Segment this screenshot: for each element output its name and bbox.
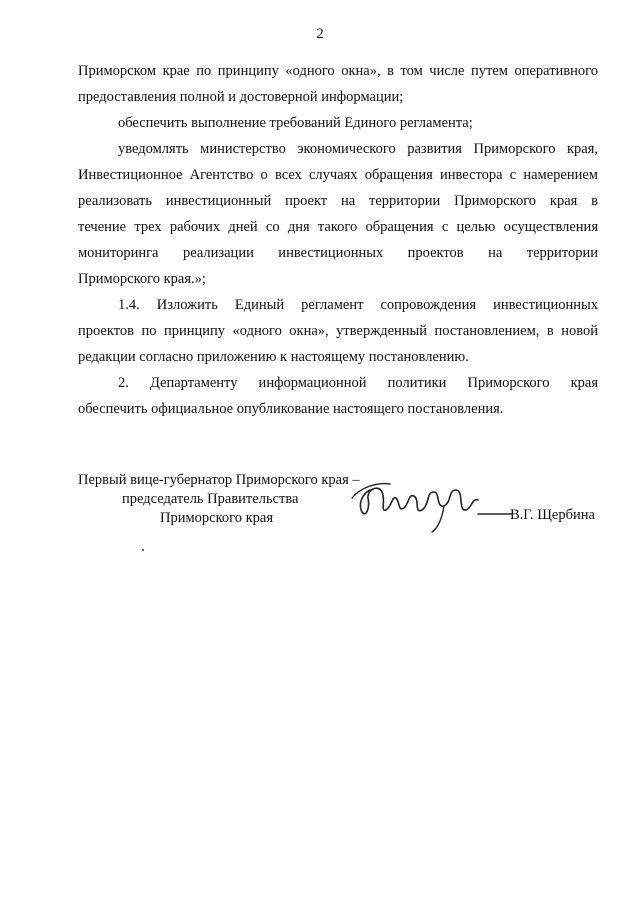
ink-speck — [142, 549, 144, 551]
text-line-5: Инвестиционное Агентство о всех случаях обращения инвестора с намерением — [78, 167, 598, 183]
text-line-11: проектов по принципу «одного окна», утвержденный постановлением, в новой — [78, 323, 598, 339]
page-number: 2 — [316, 26, 324, 42]
text-line-1: Приморском крае по принципу «одного окна», в том числе путем оперативного — [78, 63, 598, 79]
signatory-title-line-2: председатель Правительства — [122, 491, 299, 507]
text-line-2: предоставления полной и достоверной информации; — [78, 89, 404, 105]
text-line-8: мониторинга реализации инвестиционных проектов на территории — [78, 245, 598, 261]
signatory-title-line-1: Первый вице-губернатор Приморского края – — [78, 472, 360, 488]
text-line-4: уведомлять министерство экономического развития Приморского края, — [118, 141, 598, 157]
signatory-name: В.Г. Щербина — [510, 507, 595, 523]
text-line-12: редакции согласно приложению к настоящему постановлению. — [78, 349, 469, 365]
text-line-3: обеспечить выполнение требований Единого регламента; — [118, 115, 473, 131]
text-line-6: реализовать инвестиционный проект на территории Приморского края в — [78, 193, 598, 209]
text-line-7: течение трех рабочих дней со дня такого обращения с целью осуществления — [78, 219, 598, 235]
text-line-9: Приморского края.»; — [78, 271, 206, 287]
signatory-title-line-3: Приморского края — [160, 510, 274, 526]
text-line-10: 1.4. Изложить Единый регламент сопровождения инвестиционных — [118, 297, 598, 313]
handwritten-signature — [340, 468, 515, 538]
text-line-14: обеспечить официальное опубликование настоящего постановления. — [78, 401, 504, 417]
text-line-13: 2. Департаменту информационной политики Приморского края — [118, 375, 598, 391]
